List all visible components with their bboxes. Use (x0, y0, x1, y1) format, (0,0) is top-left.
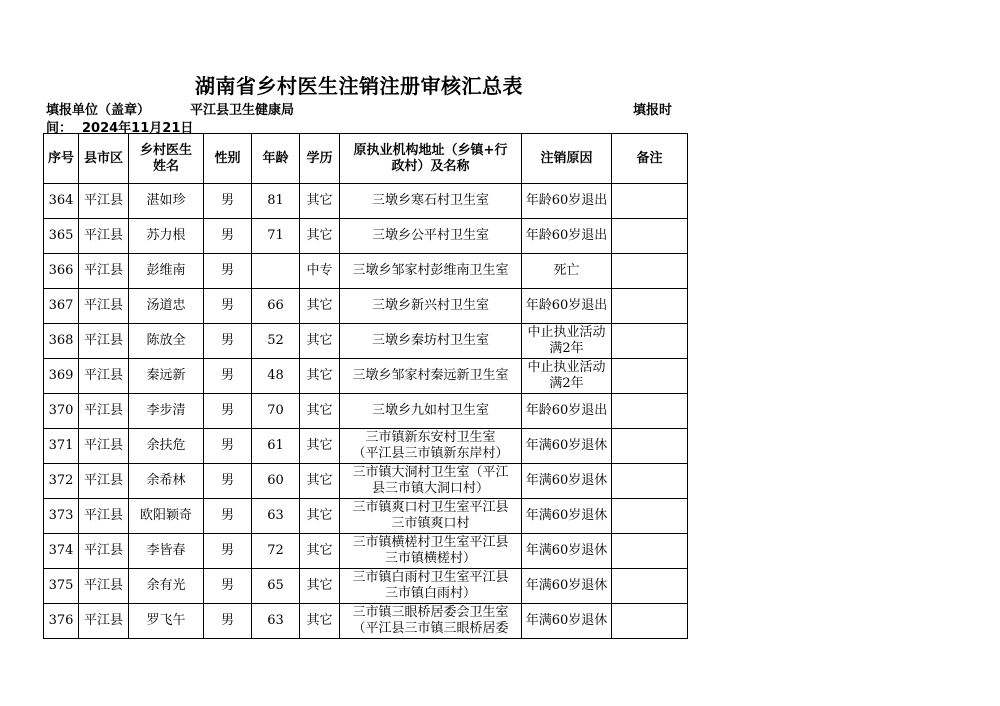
cell-age (252, 254, 300, 289)
cell-gender-line: 男 (220, 578, 234, 593)
cell-age-line: 61 (267, 438, 284, 453)
cell-education (300, 184, 340, 219)
cell-county (79, 499, 129, 534)
cell-education-line: 其它 (306, 543, 333, 558)
cell-org-line: （平江县三市镇三眼桥居委 (352, 621, 509, 636)
cell-county-line: 平江县 (83, 403, 123, 418)
cell-education (300, 289, 340, 324)
header-reason: 注销原因 (522, 134, 612, 184)
cell-org-line: 三市镇横槎村） (384, 551, 476, 566)
cell-name (129, 324, 204, 359)
cell-remark (612, 569, 688, 604)
cell-reason-line: 中止执业活动 (527, 325, 606, 340)
cell-county-line: 平江县 (83, 368, 123, 383)
cell-county-line: 平江县 (83, 298, 123, 313)
cell-gender (204, 429, 252, 464)
cell-name-line: 湛如珍 (146, 193, 186, 208)
cell-reason (522, 569, 612, 604)
unit-value: 平江县卫生健康局 (190, 103, 295, 118)
cell-gender-line: 男 (220, 473, 234, 488)
cell-education-line: 其它 (306, 368, 333, 383)
cell-seq-line: 372 (48, 473, 74, 488)
cell-name-line: 余希林 (146, 473, 186, 488)
cell-seq-line: 369 (48, 368, 74, 383)
cell-education-line: 其它 (306, 193, 333, 208)
cell-seq (44, 569, 79, 604)
table-row (44, 569, 688, 604)
cell-seq (44, 289, 79, 324)
cell-reason (522, 429, 612, 464)
cell-seq (44, 184, 79, 219)
cell-seq-line: 368 (48, 333, 74, 348)
cell-remark (612, 219, 688, 254)
cell-seq-line: 373 (48, 508, 74, 523)
unit-label: 填报单位（盖章） (46, 103, 151, 118)
cell-gender (204, 289, 252, 324)
cell-education (300, 324, 340, 359)
cell-name (129, 569, 204, 604)
cell-county-line: 平江县 (83, 438, 123, 453)
cell-reason-line: 中止执业活动 (527, 360, 606, 375)
cell-county-line: 平江县 (83, 263, 123, 278)
cell-org-line: 三市镇白雨村） (384, 586, 476, 601)
cell-org (340, 534, 522, 569)
table-row (44, 429, 688, 464)
cell-age-line: 63 (267, 613, 284, 628)
cell-seq (44, 394, 79, 429)
cell-seq-line: 374 (48, 543, 74, 558)
cell-education-line: 其它 (306, 613, 333, 628)
cell-seq (44, 429, 79, 464)
cell-age (252, 324, 300, 359)
header-row (44, 134, 688, 184)
cell-gender-line: 男 (220, 543, 234, 558)
cell-county-line: 平江县 (83, 508, 123, 523)
table-row (44, 219, 688, 254)
cell-name-line: 李步清 (146, 403, 186, 418)
cell-gender-line: 男 (220, 508, 234, 523)
table-row (44, 499, 688, 534)
cell-reason (522, 359, 612, 394)
cell-org (340, 464, 522, 499)
cell-org (340, 324, 522, 359)
cell-reason (522, 464, 612, 499)
cell-reason-line: 年满60岁退休 (525, 508, 608, 523)
cell-age (252, 359, 300, 394)
cell-org-line: 县三市镇大洞口村） (371, 481, 489, 496)
cell-org (340, 219, 522, 254)
cell-education-line: 中专 (306, 263, 333, 278)
cell-education (300, 429, 340, 464)
header-remark: 备注 (612, 134, 688, 184)
cell-age-line: 72 (267, 543, 284, 558)
cell-age-line: 81 (267, 193, 284, 208)
cell-name (129, 394, 204, 429)
cell-age-line: 71 (267, 228, 284, 243)
cell-reason (522, 394, 612, 429)
cell-org-line: （平江县三市镇新东岸村） (352, 446, 509, 461)
table-row (44, 324, 688, 359)
cell-remark (612, 254, 688, 289)
cell-org-line: 三市镇爽口村 (391, 516, 470, 531)
cell-gender-line: 男 (220, 263, 234, 278)
cell-gender (204, 184, 252, 219)
header-org (340, 134, 522, 184)
cell-seq-line: 367 (48, 298, 74, 313)
cell-age (252, 604, 300, 639)
table-row (44, 604, 688, 639)
cell-name-line: 苏力根 (146, 228, 186, 243)
cell-reason (522, 254, 612, 289)
cell-education-line: 其它 (306, 228, 333, 243)
cell-education (300, 534, 340, 569)
header-county: 县市区 (79, 134, 129, 184)
cell-reason-line: 年龄60岁退出 (525, 403, 608, 418)
cell-county (79, 534, 129, 569)
cell-org (340, 499, 522, 534)
cell-org-line: 三墩乡公平村卫生室 (371, 228, 489, 243)
cell-county-line: 平江县 (83, 333, 123, 348)
cell-name-line: 汤道忠 (146, 298, 186, 313)
cell-org-line: 三市镇新东安村卫生室 (365, 430, 496, 445)
cell-education (300, 394, 340, 429)
cell-reason-line: 死亡 (553, 263, 580, 278)
table-row (44, 394, 688, 429)
cell-seq-line: 376 (48, 613, 74, 628)
cell-name-line: 罗飞午 (146, 613, 186, 628)
cell-name (129, 429, 204, 464)
header-org-line2: 政村）及名称 (391, 158, 470, 174)
cell-reason-line: 年满60岁退休 (525, 473, 608, 488)
header-name-line1: 乡村医生 (139, 142, 192, 158)
cell-gender-line: 男 (220, 403, 234, 418)
cell-org (340, 289, 522, 324)
cell-org-line: 三墩乡邹家村秦远新卫生室 (352, 368, 509, 383)
cell-seq (44, 324, 79, 359)
cell-seq (44, 464, 79, 499)
cell-reason-line: 满2年 (549, 376, 584, 391)
cell-org-line: 三墩乡邹家村彭维南卫生室 (352, 263, 509, 278)
cell-gender (204, 499, 252, 534)
header-org-line1: 原执业机构地址（乡镇+行 (353, 142, 508, 158)
cell-reason-line: 年满60岁退休 (525, 578, 608, 593)
cell-county (79, 184, 129, 219)
cell-name (129, 219, 204, 254)
page-title: 湖南省乡村医生注销注册审核汇总表 (195, 74, 523, 98)
cell-age (252, 219, 300, 254)
cell-org (340, 254, 522, 289)
cell-seq-line: 366 (48, 263, 74, 278)
table-row (44, 254, 688, 289)
cell-education (300, 499, 340, 534)
cell-org (340, 184, 522, 219)
cell-org-line: 三市镇横槎村卫生室平江县 (352, 535, 509, 550)
table-row (44, 289, 688, 324)
cell-remark (612, 394, 688, 429)
cell-gender (204, 534, 252, 569)
time-label-part2: 间： (46, 121, 73, 136)
cell-county (79, 429, 129, 464)
cell-gender (204, 604, 252, 639)
cell-gender (204, 569, 252, 604)
cell-gender (204, 464, 252, 499)
cell-age (252, 394, 300, 429)
header-gender: 性别 (204, 134, 252, 184)
cell-org-line: 三墩乡九如村卫生室 (371, 403, 489, 418)
cell-seq-line: 371 (48, 438, 74, 453)
cell-seq-line: 370 (48, 403, 74, 418)
cell-name-line: 余有光 (146, 578, 186, 593)
cell-reason (522, 219, 612, 254)
cell-gender (204, 394, 252, 429)
cell-education-line: 其它 (306, 333, 333, 348)
header-education: 学历 (300, 134, 340, 184)
cell-reason-line: 年满60岁退休 (525, 543, 608, 558)
cell-seq (44, 219, 79, 254)
cell-county (79, 324, 129, 359)
cell-age-line: 65 (267, 578, 284, 593)
cell-org-line: 三市镇爽口村卫生室平江县 (352, 500, 509, 515)
cell-county (79, 394, 129, 429)
cell-gender (204, 359, 252, 394)
cell-remark (612, 604, 688, 639)
cell-remark (612, 429, 688, 464)
cell-gender (204, 219, 252, 254)
cell-reason-line: 年龄60岁退出 (525, 298, 608, 313)
cell-org (340, 394, 522, 429)
cell-name-line: 彭维南 (146, 263, 186, 278)
cell-org (340, 569, 522, 604)
cell-age (252, 499, 300, 534)
cell-seq-line: 364 (48, 193, 74, 208)
cell-reason (522, 604, 612, 639)
header-seq: 序号 (44, 134, 79, 184)
cell-seq-line: 375 (48, 578, 74, 593)
cell-remark (612, 499, 688, 534)
cell-education-line: 其它 (306, 298, 333, 313)
summary-table (43, 133, 688, 639)
cell-age (252, 289, 300, 324)
cell-education (300, 359, 340, 394)
cell-seq (44, 499, 79, 534)
cell-org-line: 三墩乡寒石村卫生室 (371, 193, 489, 208)
cell-education (300, 604, 340, 639)
cell-education (300, 254, 340, 289)
cell-reason (522, 499, 612, 534)
cell-reason (522, 534, 612, 569)
header-age: 年龄 (252, 134, 300, 184)
cell-gender-line: 男 (220, 298, 234, 313)
cell-gender-line: 男 (220, 613, 234, 628)
cell-county (79, 569, 129, 604)
cell-county (79, 289, 129, 324)
cell-remark (612, 184, 688, 219)
cell-org (340, 604, 522, 639)
report-date: 2024年11月21日 (82, 121, 194, 136)
cell-name (129, 464, 204, 499)
cell-county (79, 604, 129, 639)
cell-education-line: 其它 (306, 403, 333, 418)
cell-seq (44, 359, 79, 394)
cell-county (79, 464, 129, 499)
cell-education-line: 其它 (306, 578, 333, 593)
cell-reason (522, 184, 612, 219)
cell-name-line: 余扶危 (146, 438, 186, 453)
cell-gender-line: 男 (220, 193, 234, 208)
header-name-line2: 姓名 (152, 158, 179, 174)
cell-age (252, 534, 300, 569)
cell-county-line: 平江县 (83, 228, 123, 243)
cell-remark (612, 464, 688, 499)
cell-age-line: 63 (267, 508, 284, 523)
cell-education-line: 其它 (306, 438, 333, 453)
cell-org-line: 三墩乡秦坊村卫生室 (371, 333, 489, 348)
cell-reason (522, 289, 612, 324)
cell-org-line: 三市镇三眼桥居委会卫生室 (352, 605, 509, 620)
cell-age (252, 429, 300, 464)
cell-age (252, 184, 300, 219)
cell-name (129, 604, 204, 639)
cell-org (340, 359, 522, 394)
cell-seq-line: 365 (48, 228, 74, 243)
cell-org-line: 三市镇大洞村卫生室（平江 (352, 465, 509, 480)
cell-county-line: 平江县 (83, 543, 123, 558)
cell-reason-line: 年满60岁退休 (525, 613, 608, 628)
cell-name (129, 184, 204, 219)
cell-reason-line: 年龄60岁退出 (525, 228, 608, 243)
cell-name (129, 499, 204, 534)
cell-education-line: 其它 (306, 508, 333, 523)
cell-county (79, 219, 129, 254)
cell-name (129, 289, 204, 324)
table-row (44, 464, 688, 499)
cell-org-line: 三市镇白雨村卫生室平江县 (352, 570, 509, 585)
cell-age-line: 66 (267, 298, 284, 313)
cell-county (79, 254, 129, 289)
cell-education (300, 219, 340, 254)
cell-education-line: 其它 (306, 473, 333, 488)
cell-county (79, 359, 129, 394)
cell-gender (204, 254, 252, 289)
table-row (44, 534, 688, 569)
cell-name-line: 李皆春 (146, 543, 186, 558)
cell-org (340, 429, 522, 464)
cell-seq (44, 254, 79, 289)
cell-remark (612, 359, 688, 394)
cell-gender (204, 324, 252, 359)
cell-reason-line: 年满60岁退休 (525, 438, 608, 453)
cell-name (129, 359, 204, 394)
cell-age (252, 569, 300, 604)
cell-gender-line: 男 (220, 333, 234, 348)
cell-reason-line: 满2年 (549, 341, 584, 356)
cell-name-line: 秦远新 (146, 368, 186, 383)
cell-gender-line: 男 (220, 368, 234, 383)
cell-org-line: 三墩乡新兴村卫生室 (371, 298, 489, 313)
cell-gender-line: 男 (220, 228, 234, 243)
table-row (44, 359, 688, 394)
cell-education (300, 569, 340, 604)
table-row (44, 184, 688, 219)
cell-name (129, 534, 204, 569)
time-label-part1: 填报时 (633, 103, 673, 118)
cell-reason-line: 年龄60岁退出 (525, 193, 608, 208)
cell-reason (522, 324, 612, 359)
cell-age-line: 52 (267, 333, 284, 348)
cell-age (252, 464, 300, 499)
cell-county-line: 平江县 (83, 578, 123, 593)
cell-remark (612, 534, 688, 569)
cell-education (300, 464, 340, 499)
cell-seq (44, 604, 79, 639)
cell-county-line: 平江县 (83, 193, 123, 208)
cell-name (129, 254, 204, 289)
cell-age-line: 70 (267, 403, 284, 418)
cell-age-line: 60 (267, 473, 284, 488)
cell-county-line: 平江县 (83, 613, 123, 628)
cell-gender-line: 男 (220, 438, 234, 453)
cell-remark (612, 289, 688, 324)
cell-name-line: 陈放全 (146, 333, 186, 348)
cell-age-line: 48 (267, 368, 284, 383)
cell-seq (44, 534, 79, 569)
cell-name-line: 欧阳颖奇 (139, 508, 192, 523)
cell-county-line: 平江县 (83, 473, 123, 488)
cell-remark (612, 324, 688, 359)
header-name (129, 134, 204, 184)
